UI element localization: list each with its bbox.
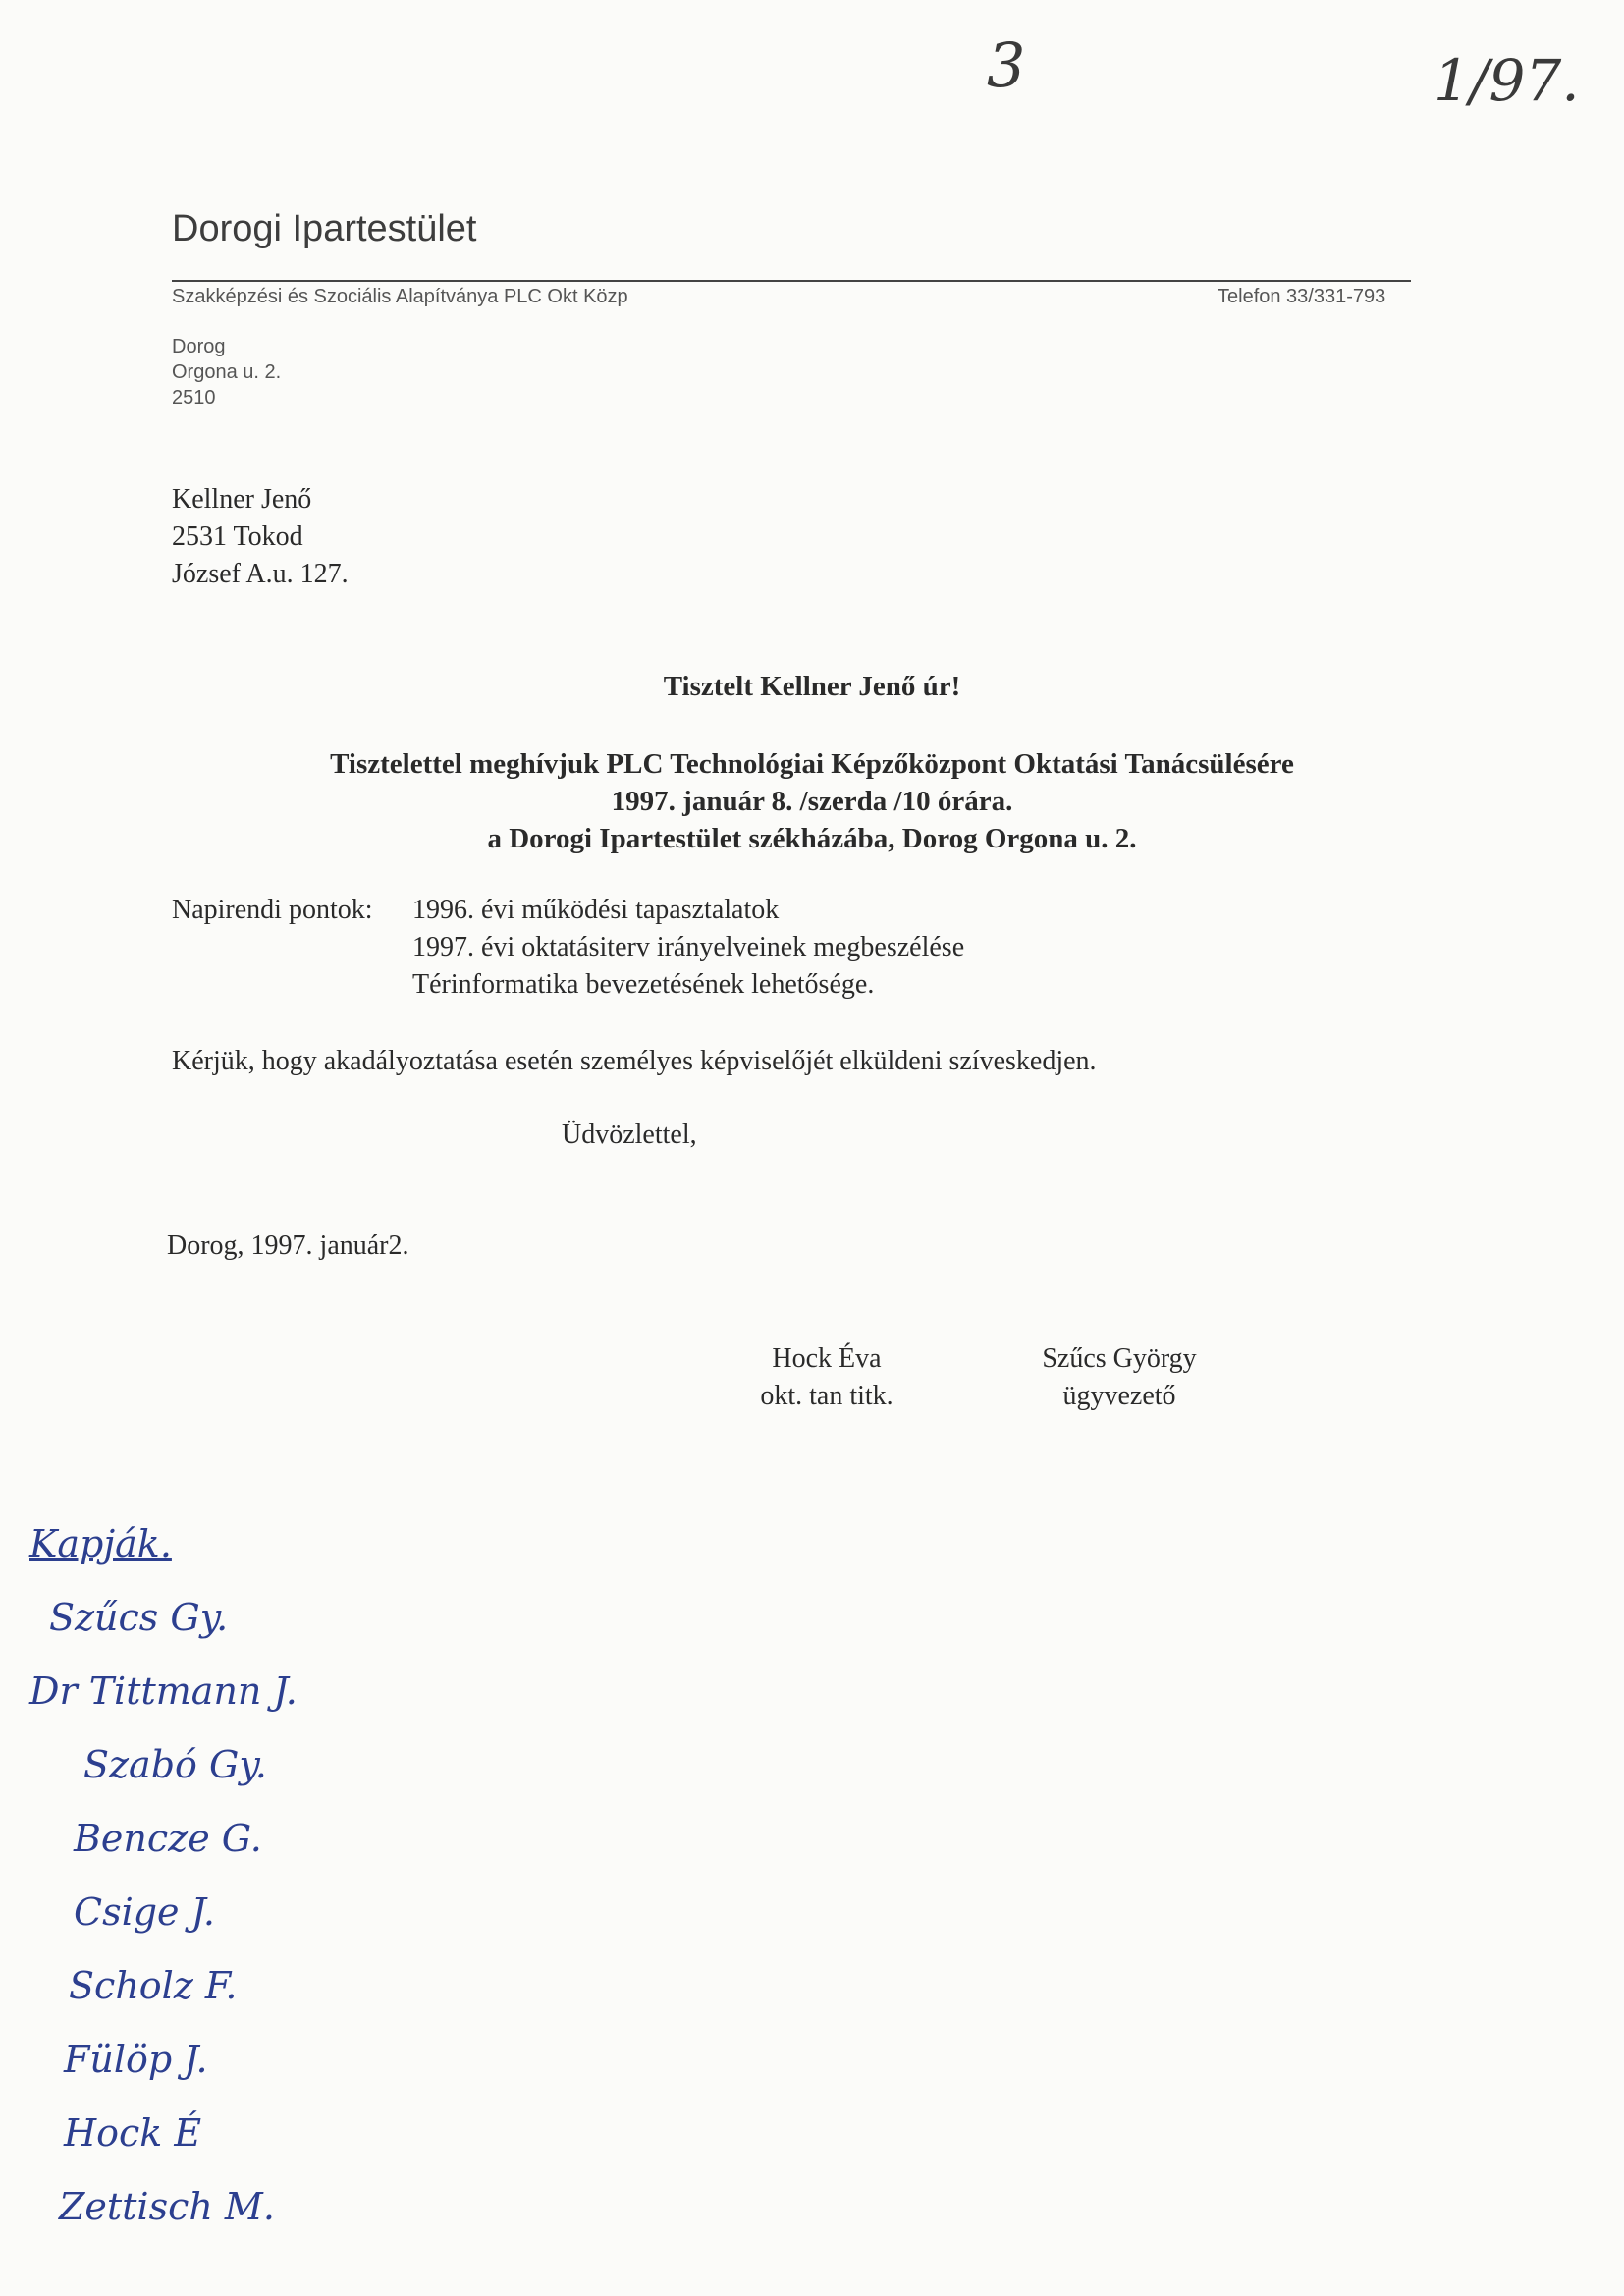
salutation: Tisztelt Kellner Jenő úr! <box>663 671 961 702</box>
signer-name: Hock Éva <box>772 1343 882 1374</box>
org-name: Dorogi Ipartestület <box>172 208 477 249</box>
agenda <box>172 892 964 1004</box>
signer-role: ügyvezető <box>1062 1381 1176 1411</box>
handwritten-document-ref: 1/97. <box>1434 47 1580 114</box>
handwritten-copy-list <box>29 1507 298 2244</box>
invitation-line: 1997. január 8. /szerda /10 órára. <box>611 786 1013 817</box>
agenda-item: 1996. évi működési tapasztalatok <box>412 895 780 925</box>
greeting: Üdvözlettel, <box>562 1120 697 1150</box>
copy-list-item: Bencze G. <box>74 1817 262 1860</box>
recipient-line: Kellner Jenő <box>172 484 312 515</box>
agenda-label: Napirendi pontok: <box>172 895 373 925</box>
copy-list-item: Fülöp J. <box>64 2038 208 2081</box>
handwritten-circled-number: 3 <box>987 29 1026 101</box>
signer-role: okt. tan titk. <box>760 1381 893 1411</box>
org-address-line: 2510 <box>172 387 216 409</box>
letterhead-divider <box>172 280 1411 282</box>
copy-list-item: Dr Tittmann J. <box>29 1669 298 1713</box>
signature-block <box>699 1340 954 1415</box>
copy-list-item: Szabó Gy. <box>83 1743 267 1786</box>
org-address-line: Orgona u. 2. <box>172 361 282 383</box>
place-date: Dorog, 1997. január2. <box>167 1230 409 1261</box>
agenda-item: Térinformatika bevezetésének lehetősége. <box>412 969 875 1000</box>
recipient-line: József A.u. 127. <box>172 559 349 589</box>
signer-name: Szűcs György <box>1042 1343 1197 1374</box>
signature-block <box>992 1340 1247 1415</box>
request-text: Kérjük, hogy akadályoztatása esetén személyes képviselőjét elküldeni szíveskedjen. <box>172 1046 1097 1076</box>
copy-list-item: Csige J. <box>74 1890 215 1934</box>
org-subtitle: Szakképzési és Szociális Alapítványa PLC Okt Közp <box>172 286 628 307</box>
copy-list-item: Hock É <box>64 2111 202 2155</box>
copy-list-item: Szűcs Gy. <box>49 1596 229 1639</box>
invitation <box>0 745 1624 857</box>
invitation-line: a Dorogi Ipartestület székházába, Dorog Orgona u. 2. <box>487 823 1137 854</box>
org-address-line: Dorog <box>172 336 226 357</box>
invitation-line: Tisztelettel meghívjuk PLC Technológiai Képzőközpont Oktatási Tanácsülésére <box>330 748 1294 780</box>
recipient-line: 2531 Tokod <box>172 521 303 552</box>
copy-list-item: Zettisch M. <box>59 2185 275 2228</box>
recipient-address <box>172 481 349 593</box>
org-phone: Telefon 33/331-793 <box>1218 286 1386 307</box>
copy-list-heading: Kapják. <box>29 1522 172 1565</box>
org-address <box>172 334 281 410</box>
agenda-item: 1997. évi oktatásiterv irányelveinek megbeszélése <box>412 932 965 962</box>
copy-list-item: Scholz F. <box>69 1964 238 2007</box>
